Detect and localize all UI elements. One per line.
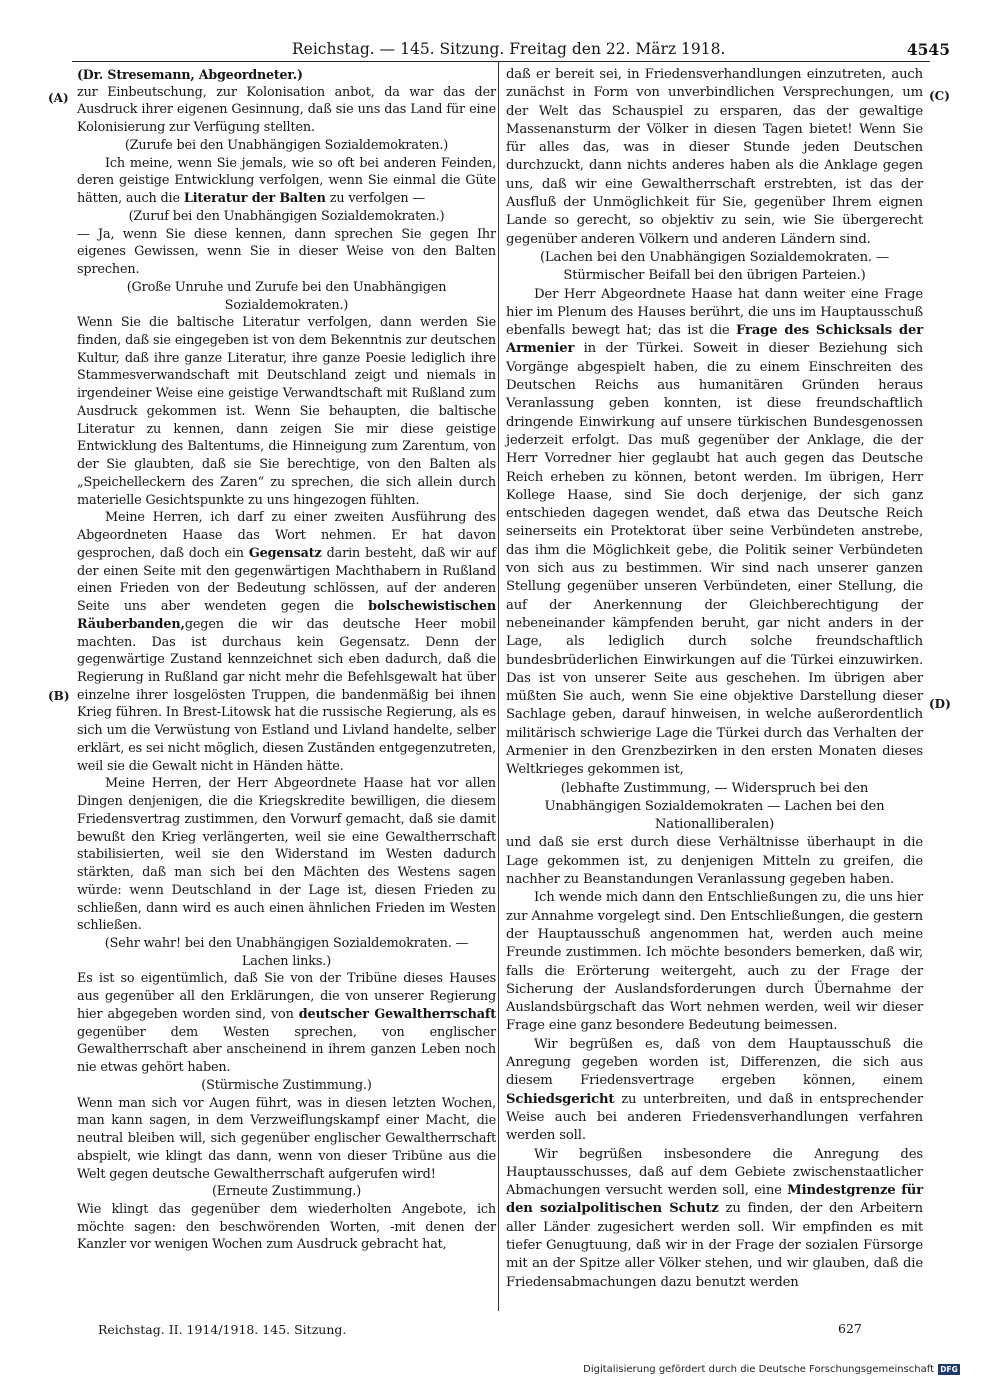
paragraph: Ich wende mich dann den Entschließungen zu, die uns hier zur Annahme vorgelegt sind. Den Entschließungen, die gestern der Hauptausschuß angenommen hat, werden auch meine Freunde zustimmen. Ich möchte besonders bemerken, daß wir, falls die Erörterung weitergeht, auch zu der Frage der Sicherung der Auslandsforderungen durch Übernahme der Auslandsbürgschaft das Wort nehmen werden, weil wir dieser Frage eine ganz besondere Bedeutung beimessen.: [506, 890, 923, 1034]
paragraph: [77, 509, 496, 775]
interjection: (Sehr wahr! bei den Unabhängigen Sozialdemokraten. — Lachen links.): [104, 935, 469, 969]
dfg-logo-icon: DFG: [938, 1364, 960, 1375]
text-run: Wir begrüßen es, daß von dem Hauptausschuß die Anregung gegeben worden ist, Differenzen, die sich aus diesem Friedensvertrage ergeben können, einem: [506, 1036, 923, 1089]
interjection: (Stürmische Zustimmung.): [201, 1077, 372, 1093]
text-run: Ich meine, wenn Sie jemals, wie so oft bei anderen Feinden, deren geistige Entwicklung verfolgen, wenn Sie einmal die Güte hätten, auch die: [77, 155, 496, 207]
credit-text: Digitalisierung gefördert durch die Deutsche Forschungsgemeinschaft: [583, 1364, 934, 1375]
emphasis: Schiedsgericht: [506, 1091, 615, 1107]
digitization-credit: [583, 1364, 960, 1375]
interjection: (lebhafte Zustimmung, — Widerspruch bei den Unabhängigen Sozialdemokraten — Lachen bei den Nationalliberalen): [544, 780, 885, 833]
text-run: in der Türkei. Soweit in dieser Beziehung sich Vorgänge abgespielt haben, die zu einem Einschreiten des Deutschen Reichs aus humanitären Gründen heraus Veranlassung geben konnten, ist diese freundschaftlich dringende Einwirkung auf unsere türkischen Bundesgenossen jederzeit erfolgt. Das muß gegenüber der Anklage, die der Herr Vorredner hier geglaubt hat auch gegen das Deutsche Reich erheben zu können, betont werden. Im übrigen, Herr Kollege Haase, sind Sie doch derjenige, der sich ganz entschieden dagegen wendet, daß etwa das Deutsche Reich seinerseits ein Protektorat über seine Verbündeten anstrebe, das ihm die Möglichkeit gebe, die Politik seiner Verbündeten von sich aus zu bestimmen. Wir sind nach unserer ganzen Stellung gegenüber unseren Verbündeten, einer Stellung, die auf der Anerkennung der Gleichberechtigung der nebeneinander kämpfenden beruht, gar nicht anders in der Lage, als lediglich durch solche freundschaftlich bundesbrüderlichen Einwirkungen auf die Türkei einzuwirken. Das ist von unserer Seite aus geschehen. Im übrigen aber müßten Sie auch, wenn Sie eine objektive Darstellung dieser Sachlage geben, darauf hinweisen, in welche außerordentlich militärisch schwierige Lage die Türkei durch das Verhalten der Armenier in den Grenzbezirken in den ersten Monaten dieses Weltkrieges gekommen ist,: [506, 341, 924, 778]
paragraph: Wenn Sie die baltische Literatur verfolgen, dann werden Sie finden, daß sie eingegeben ist von dem Bekenntnis zur deutschen Kultur, daß ihre ganze Literatur, ihre ganze Poesie lediglich ihre Stammesverwandschaft mit Deutschland zeigt und niemals in irgendeiner Weise eine geistige Verwandtschaft mit Rußland zum Ausdruck gekommen ist. Wenn Sie behaupten, die baltische Literatur zu kennen, dann zeigen Sie mir diese geistige Entwicklung des Baltentums, die Hinneigung zum Zarentum, von der Sie glaubten, daß sie Sie berechtige, von den Balten als „Speichelleckern des Zaren“ zu sprechen, die sich allein durch materielle Gesichtspunkte zu uns hingezogen fühlten.: [77, 315, 496, 508]
text-run: gegen die wir das deutsche Heer mobil machten. Das ist durchaus kein Gegensatz. Denn der gegenwärtige Zustand kennzeichnet sich eben dadurch, daß die Regierung in Rußland gar nicht mehr die Befehlsgewalt hat über einzelne ihrer losgelösten Truppen, die bandenmäßig bei ihnen Krieg führen. In Brest-Litowsk hat die russische Regierung, als es sich um die Verwüstung von Estland und Livland handelte, selber erklärt, es sei nicht möglich, diesen Zuständen entgegenzutreten, weil sie die Gewalt nicht in Händen hätte.: [77, 616, 496, 774]
interjection: (Zurufe bei den Unabhängigen Sozialdemokraten.): [124, 137, 449, 153]
column-divider: [498, 61, 499, 1311]
text-run: Meine Herren, ich darf zu einer zweiten Ausführung des Abgeordneten Haase das Wort nehmen. Er hat davon gesprochen, daß doch ein: [77, 510, 496, 561]
text-run: zu unterbreiten, und daß in entsprechender Weise auch bei anderen Friedensverhandlungen verfahren werden soll.: [506, 1091, 924, 1144]
text-run: Wir begrüßen insbesondere die Anregung des Hauptausschusses, daß auf dem Gebiete zwischenstaatlicher Abmachungen versucht werden soll, eine: [506, 1146, 923, 1199]
interjection: (Große Unruhe und Zurufe bei den Unabhängigen Sozialdemokraten.): [126, 279, 447, 313]
paragraph: Wie klingt das gegenüber dem wiederholten Angebote, ich möchte sagen: den beschwörenden Worten, -mit denen der Kanzler vor wenigen Wochen zum Ausdruck gebracht hat,: [77, 1202, 496, 1253]
footer-signature: Reichstag. II. 1914/1918. 145. Sitzung.: [98, 1322, 347, 1337]
paragraph: Meine Herren, der Herr Abgeordnete Haase hat vor allen Dingen denjenigen, die die Kriegskredite bewilligen, die diesem Friedensvertrag zustimmen, den Vorwurf gemacht, daß sie damit bewußt den Krieg verlängerten, weil sie eine Gewaltherrschaft stabilisierten, weil sie den Widerstand im Westen dadurch stärkten, daß man sich bei den Mächten des Westens sagen würde: wenn Deutschland in der Lage ist, diesen Frieden zu schließen, dann wird es auch einen ähnlichen Frieden im Westen schließen.: [77, 776, 496, 934]
emphasis: bolschewistischen Räuberbanden,: [77, 599, 496, 632]
footer-sheet-number: 627: [838, 1321, 862, 1336]
paragraph: daß er bereit sei, in Friedensverhandlungen einzutreten, auch zunächst in Form von unverbindlichen Versprechungen, um der Welt das Schauspiel zu ersparen, das der gewaltige Massenansturm der Völker in diesen Tagen bietet! Wenn Sie für alles das, was in dieser Stunde jeden Deutschen durchzuckt, dann nichts anderes haben als die Anklage gegen uns, daß wir eine Gewaltherrschaft erstrebten, ist das der Ausfluß der Unmöglichkeit für Sie, gegenüber Ihrem eignen Lande so gerecht, so objektiv zu sein, wie Sie übergerecht gegenüber anderen Völkern und anderen Ländern sind.: [506, 67, 923, 247]
text-run: gegenüber dem Westen sprechen, von englischer Gewaltherrschaft aber anscheinend in ihrem ganzen Leben noch nie etwas gehört haben.: [77, 1024, 496, 1076]
margin-marker-c: (C): [929, 89, 950, 103]
paragraph: [506, 1146, 923, 1292]
text-run: Es ist so eigentümlich, daß Sie von der Tribüne dieses Hauses aus gegenüber all den Erklärungen, die von unserer Regierung hier abgegeben worden sind, von: [77, 971, 496, 1022]
interjection: (Zuruf bei den Unabhängigen Sozialdemokraten.): [128, 208, 445, 224]
interjection: (Erneute Zustimmung.): [211, 1184, 362, 1200]
margin-marker-d: (D): [929, 697, 951, 711]
margin-marker-b: (B): [48, 689, 70, 703]
emphasis: Gegensatz: [248, 545, 322, 561]
paragraph: [77, 970, 496, 1076]
emphasis: deutscher Gewaltherrschaft: [298, 1006, 497, 1022]
text-run: Der Herr Abgeordnete Haase hat dann weiter eine Frage hier im Plenum des Hauses berührt, die uns im Hauptausschuß ebenfalls bewegt hat; das ist die: [506, 286, 923, 339]
left-column: [77, 66, 496, 1254]
emphasis: Frage des Schicksals der Armenier: [506, 323, 924, 357]
paragraph: zur Einbeutschung, zur Kolonisation anbot, da war das der Ausdruck ihrer eigenen Gesinnung, daß sie uns das Land für eine Kolonisierung zur Verfügung stellten.: [77, 84, 496, 136]
text-run: zu finden, der den Arbeitern aller Länder zugesichert werden soll. Wir empfinden es mit tiefer Genugtuung, daß wir in der Frage der sozialen Fürsorge mit an der Spitze aller Völker stehen, und wir glauben, daß die Friedensabmachungen dazu benutzt werden: [506, 1201, 923, 1290]
speaker-line: (Dr. Stresemann, Abgeordneter.): [77, 67, 303, 82]
paragraph: — Ja, wenn Sie diese kennen, dann sprechen Sie gegen Ihr eigenes Gewissen, wenn Sie in dieser Weise von den Balten sprechen.: [77, 226, 496, 278]
page-header: [150, 34, 950, 60]
running-title: Reichstag. — 145. Sitzung. Freitag den 22. März 1918.: [292, 40, 726, 58]
text-run: zu verfolgen —: [329, 191, 426, 207]
page-number: 4545: [906, 40, 950, 59]
paragraph: Wenn man sich vor Augen führt, was in diesen letzten Wochen, man kann sagen, in dem Verzweiflungskampf einer Macht, die neutral bleiben will, sich gegenüber englischer Gewaltherrschaft abspielt, wie klingt das dann, wenn von dieser Tribüne aus die Welt gegen deutsche Gewaltherrschaft aufgerufen wird!: [77, 1095, 496, 1182]
interjection: (Lachen bei den Unabhängigen Sozialdemokraten. — Stürmischer Beifall bei den übrigen Parteien.): [539, 249, 890, 284]
header-rule: [72, 61, 930, 62]
margin-marker-a: (A): [48, 91, 69, 105]
paragraph: [506, 286, 923, 780]
emphasis: Mindestgrenze für den sozialpolitischen Schutz: [506, 1183, 923, 1217]
right-column: [506, 66, 923, 1292]
paragraph: [506, 1036, 923, 1146]
paragraph: [77, 155, 496, 208]
text-run: darin besteht, daß wir auf der einen Seite mit den gegenwärtigen Machthabern in Rußland einen Frieden von der Bedeutung schlössen, auf der anderen Seite uns aber wendeten gegen die: [77, 545, 496, 615]
paragraph: und daß sie erst durch diese Verhältnisse überhaupt in die Lage gekommen ist, zu denjenigen Mitteln zu greifen, die nachher zu Beanstandungen Veranlassung gegeben haben.: [506, 835, 923, 888]
emphasis: Literatur der Balten: [183, 191, 326, 207]
